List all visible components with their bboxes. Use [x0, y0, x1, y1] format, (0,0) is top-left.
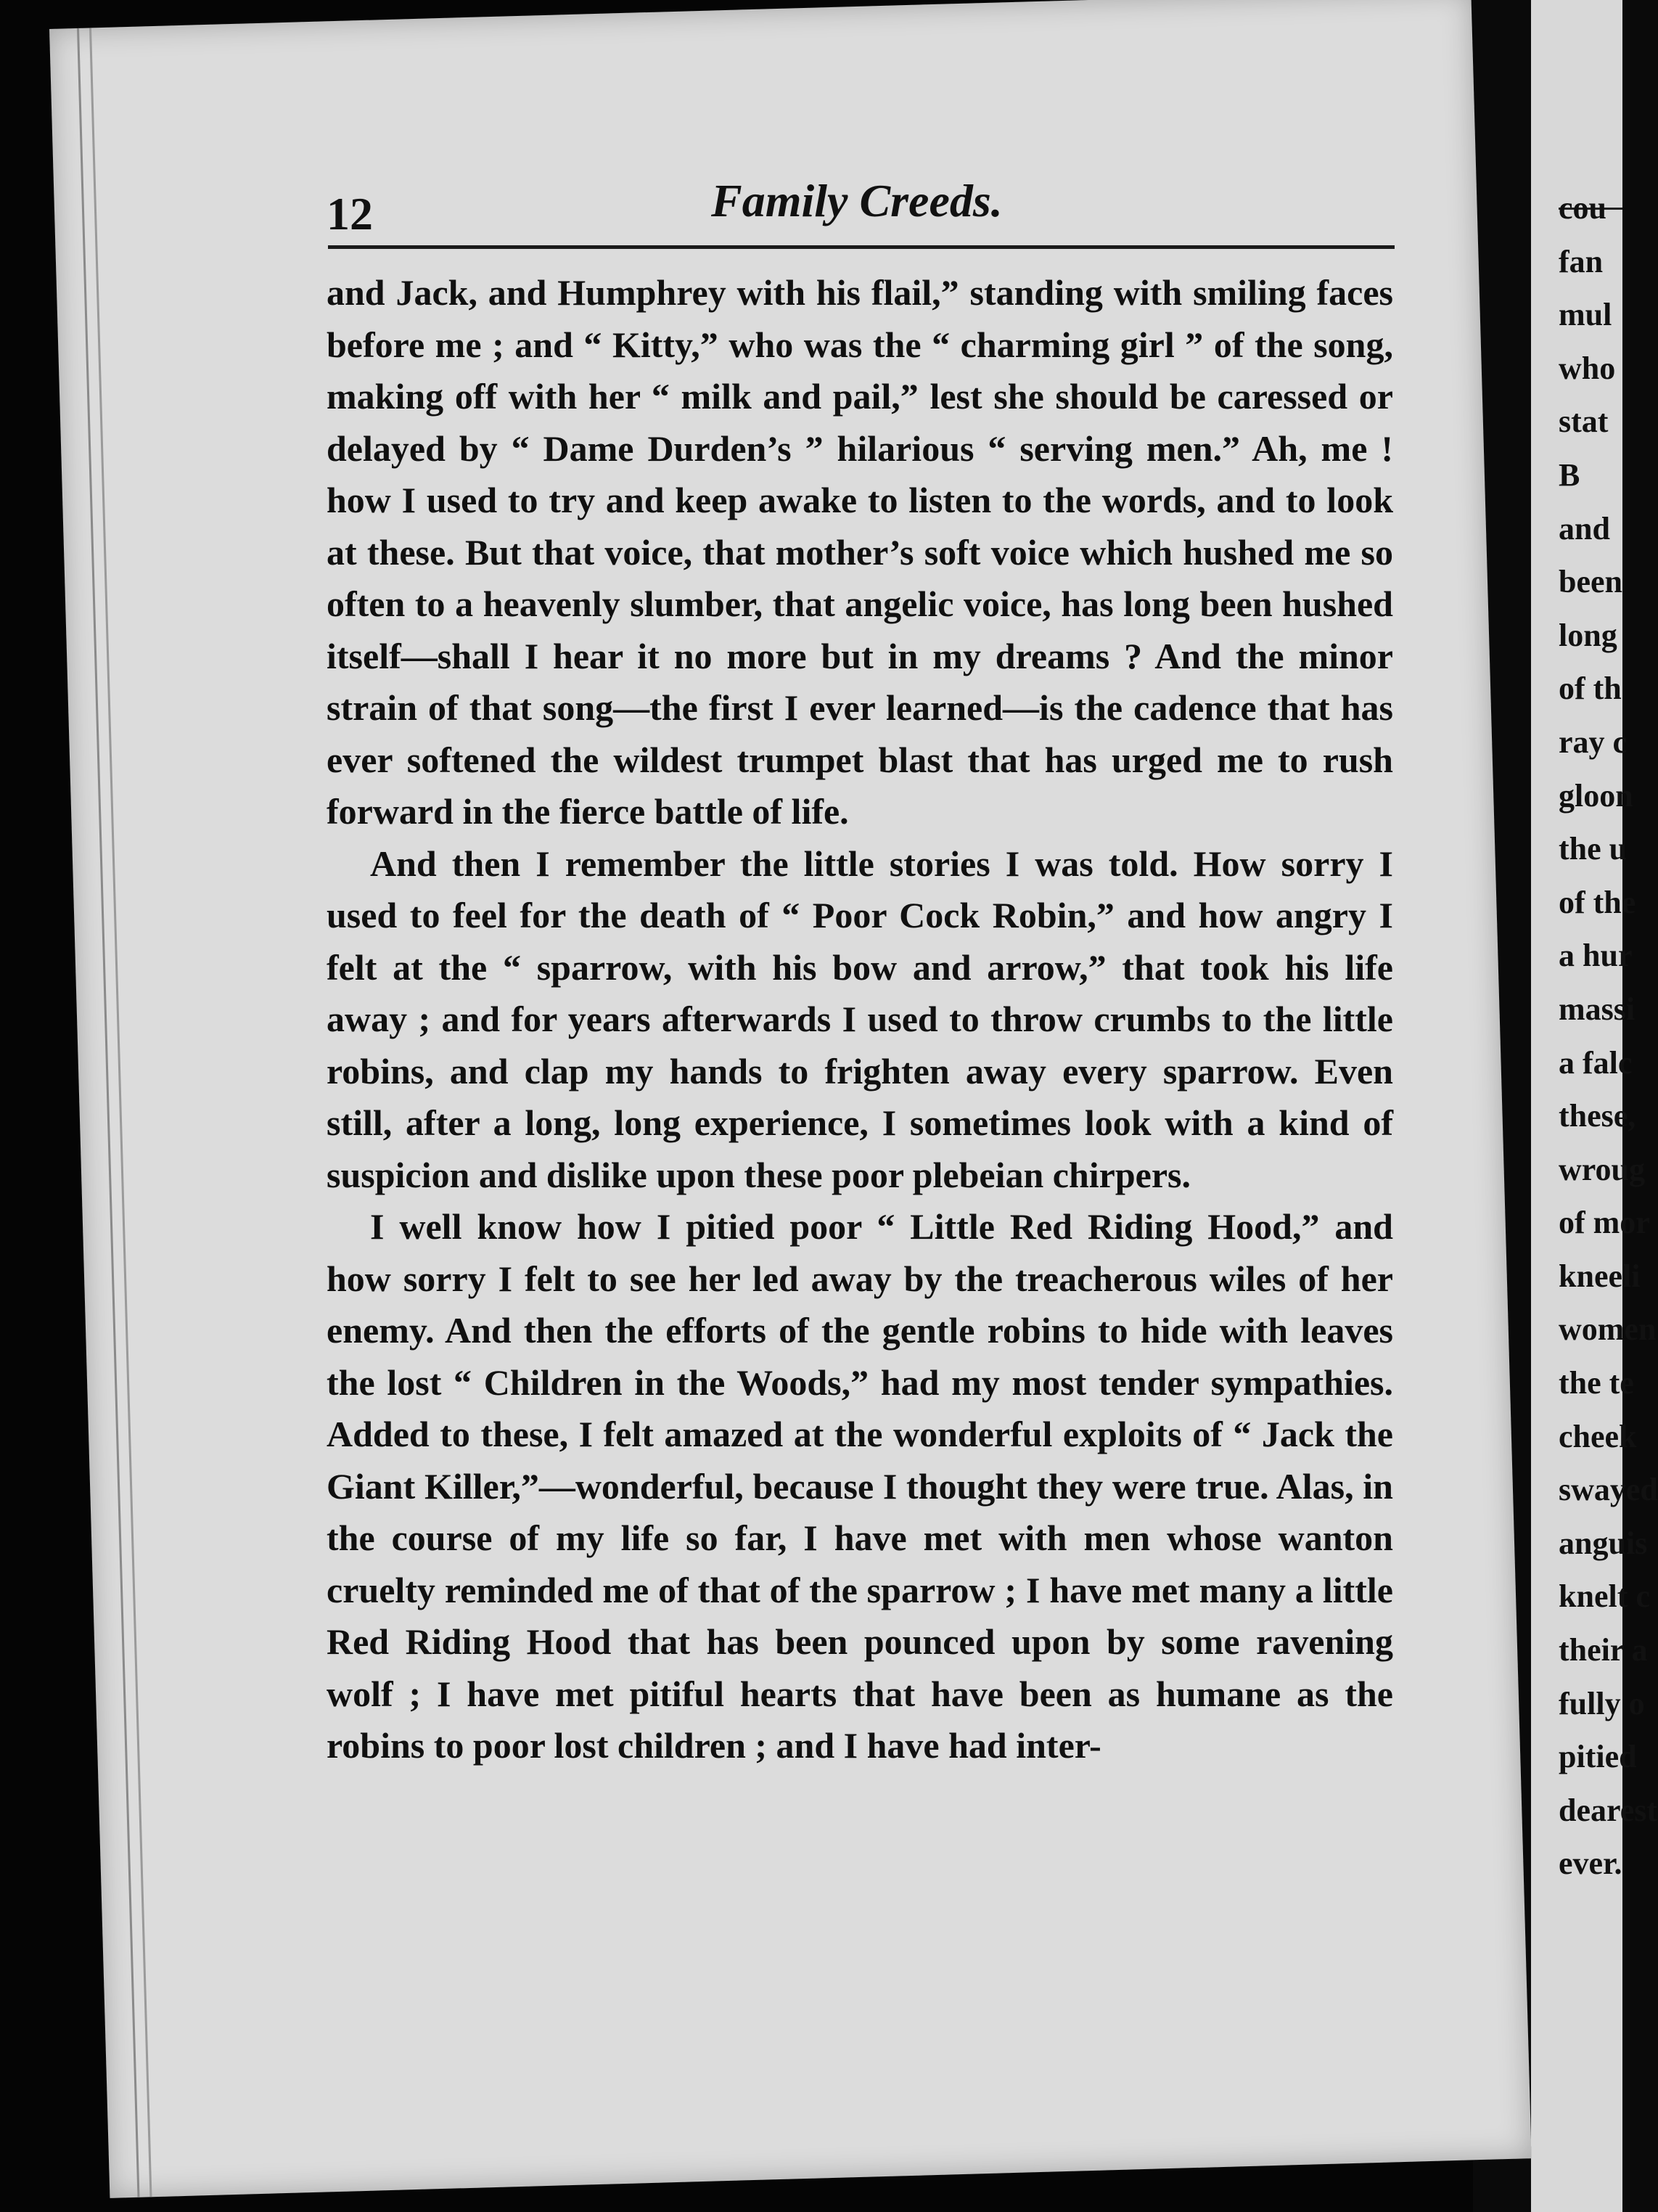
facing-line: cheek	[1559, 1418, 1637, 1454]
facing-line: wroug	[1559, 1151, 1645, 1187]
facing-line: dearest	[1559, 1792, 1658, 1828]
facing-line: of mor	[1559, 1205, 1650, 1241]
facing-line: the te	[1559, 1365, 1634, 1401]
facing-line: mul	[1559, 297, 1612, 333]
facing-line: gloon	[1559, 777, 1633, 814]
facing-line: a hur	[1559, 938, 1633, 974]
facing-line: cou	[1559, 190, 1606, 226]
paragraph: I well know how I pitied poor “ Little Red Riding Hood,” and how sorry I felt to see her led away by the treacherous wiles of her enemy. And then the efforts of the gentle robins to hide with leaves the lost “ Children in the Woods,” had my most tender sympathies. Added to these, I felt amazed at the wonderful exploits of “ Jack the Giant Killer,”—wonderful, because I thought they were true. Alas, in the course of my life so far, I have met with men whose wanton cruelty reminded me of that of the sparrow ; I have met many a little Red Riding Hood that has been pounced upon by some ravening wolf ; I have met pitiful hearts that have been as humane as the robins to poor lost children ; and I have had inter-	[327, 1206, 1393, 1766]
facing-line: fan	[1559, 243, 1604, 279]
header-rule	[328, 245, 1395, 249]
facing-line: kneeli	[1559, 1258, 1641, 1294]
facing-line: ray c	[1559, 724, 1628, 760]
facing-line: stat	[1559, 404, 1609, 440]
facing-line: B	[1559, 456, 1580, 493]
facing-line: of the	[1559, 884, 1636, 920]
facing-line: women	[1559, 1311, 1657, 1348]
facing-line: who	[1559, 350, 1616, 386]
facing-line: a falc	[1559, 1044, 1633, 1081]
facing-line: these,	[1559, 1098, 1636, 1134]
page-header	[276, 167, 1408, 254]
facing-line: knelt c	[1559, 1578, 1650, 1615]
facing-line: of th	[1559, 671, 1622, 707]
facing-line: ever.	[1559, 1846, 1622, 1882]
facing-line: been	[1559, 564, 1622, 600]
facing-line: pitied	[1559, 1739, 1637, 1775]
paragraph: And then I remember the little stories I was told. How sorry I used to feel for the death of “ Poor Cock Robin,” and how angry I felt at the “ sparrow, with his bow and arrow,” that took his life away ; and for years afterwards I used to throw crumbs to the little robins, and clap my hands to frighten away every sparrow. Even still, after a long, long experience, I sometimes look with a kind of suspicion and dislike upon these poor plebeian chirpers.	[327, 843, 1393, 1195]
page-number: 12	[327, 188, 373, 239]
facing-line: the u	[1559, 831, 1628, 867]
facing-line: massi	[1559, 991, 1636, 1027]
paragraph: and Jack, and Humphrey with his flail,” standing with smiling faces before me ; and “ Kitty,” who was the “ charming girl ” of the song, making off with her “ milk and pail,” lest she should be caressed or delayed by “ Dame Durden’s ” hilarious “ serving men.” Ah, me ! how I used to try and keep awake to listen to the words, and to look at these. But that voice, that mother’s soft voice which hushed me so often to a heavenly slumber, that angelic voice, has long been hushed itself—shall I hear it no more but in my dreams ? And the minor strain of that song—the first I ever learned—is the cadence that has ever softened the wildest trumpet blast that has urged me to rush forward in the fierce battle of life.	[327, 272, 1393, 832]
facing-line: swayed	[1559, 1472, 1658, 1508]
running-title: Family Creeds.	[711, 175, 1003, 226]
facing-line: and	[1559, 510, 1610, 546]
facing-line: fully o	[1559, 1685, 1645, 1721]
facing-line: their a	[1559, 1632, 1648, 1668]
facing-line: long	[1559, 617, 1617, 653]
page-body	[327, 267, 1393, 1772]
facing-page-text	[1559, 181, 1658, 1891]
facing-line: anguis	[1559, 1525, 1648, 1561]
